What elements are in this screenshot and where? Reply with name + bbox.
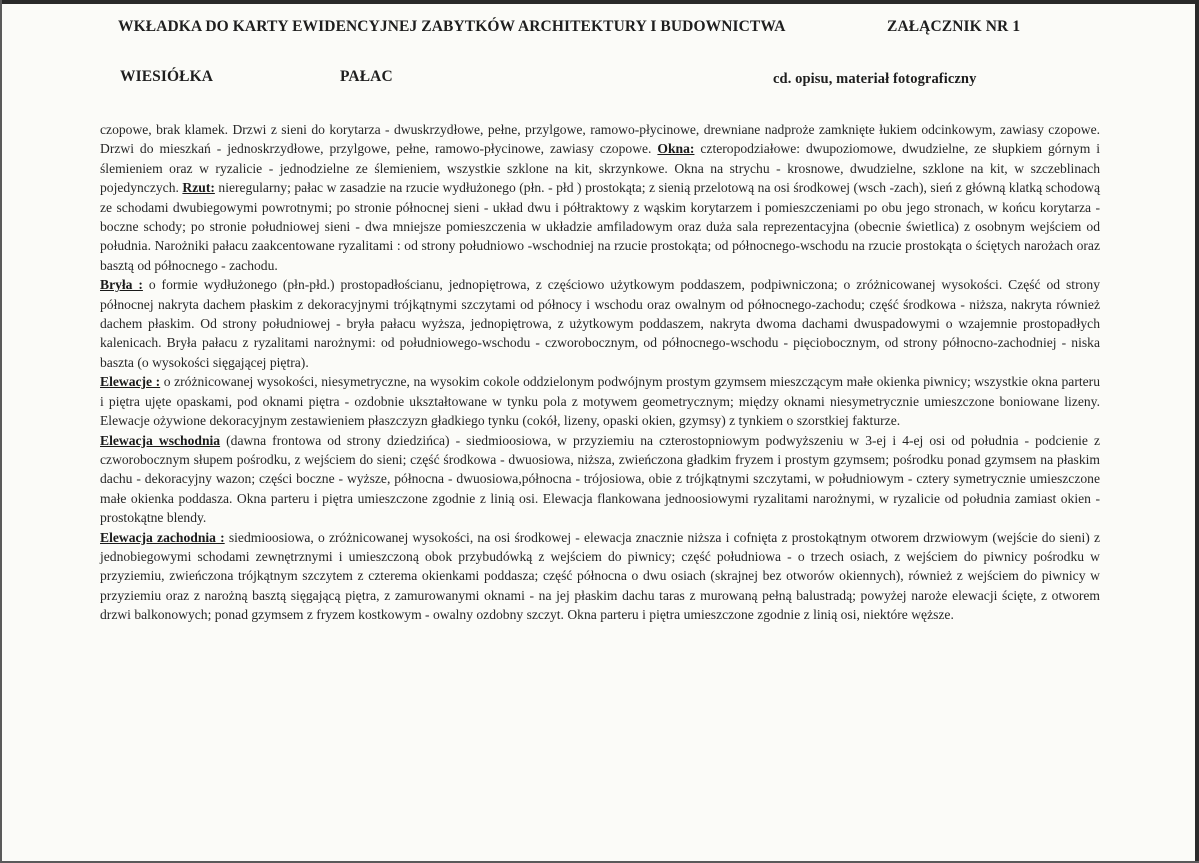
description-paragraph — [100, 372, 1100, 430]
paragraph-text: czteropodziałowe: dwupoziomowe, dwudzielne, ze słupkiem górnym i ślemieniem oraz w ryzalicie - jednodzielne ze ślemieniem, wszystkie szklone na kit, skrzynkowe. Okna na strychu - krosnowe, dwudzielne, szklone na kit, w szczeblinach pojedynczych. — [100, 141, 1100, 196]
description-paragraph — [100, 528, 1100, 625]
description-paragraph — [100, 431, 1100, 528]
section-heading: Bryła : — [100, 277, 143, 293]
scan-border-top — [0, 0, 1199, 4]
document-title: WKŁADKA DO KARTY EWIDENCYJNEJ ZABYTKÓW ARCHITEKTURY I BUDOWNICTWA — [118, 18, 786, 35]
annex-label: ZAŁĄCZNIK NR 1 — [887, 18, 1021, 35]
paragraph-text: czopowe, brak klamek. Drzwi z sieni do korytarza - dwuskrzydłowe, pełne, przylgowe, ramowo-płycinowe, drewniane nadproże zamknięte łukiem odcinkowym, zawiasy czopowe. Drzwi do mieszkań - jednoskrzydłowe, przylgowe, pełne, ramowo-płycinowe, zawiasy czopowe. — [100, 122, 1100, 157]
section-heading: Elewacja wschodnia — [100, 432, 221, 448]
place-name: WIESIÓŁKA — [120, 68, 214, 85]
section-heading: Okna: — [657, 141, 695, 157]
description-paragraph — [100, 120, 1100, 275]
object-name: PAŁAC — [340, 68, 393, 85]
paragraph-text: o formie wydłużonego (płn-płd.) prostopadłościanu, jednopiętrowa, z częściowo użytkowym poddaszem, podpiwniczona; o zróżnicowanej wysokości. Część od strony północnej nakryta dachem płaskim z dekoracyjnymi trójkątnymi szczytami od północy i wschodu oraz owalnym od północnego-zachodu; część środkowa - niższa, nakryta również dachem płaskim. Od strony południowej - bryła pałacu wyższa, jednopiętrowa, z użytkowym poddaszem, nakryta dwoma dachami dwuspadowymi o wzajemnie prostopadłych kalenicach. Bryła pałacu z ryzalitami narożnymi: od południowego-wschodu - czworobocznym, od północnego-wschodu - pięciobocznym, od strony północno-zachodniej - niska baszta (o wysokości sięgającej piętra). — [100, 277, 1100, 370]
scan-border-left — [0, 0, 2, 863]
description-body — [100, 120, 1100, 625]
paragraph-text: nieregularny; pałac w zasadzie na rzucie wydłużonego (płn. - płd ) prostokąta; z sienią przelotową na osi środkowej (wsch -zach), sień z główną klatką schodową ze schodami dwubiegowymi powrotnymi; po stronie północnej sieni - układ dwu i półtraktowy z wąskim korytarzem i pomieszczeniami po obu jego stronach, w końcu korytarza - boczne schody; po stronie południowej sieni - dwa mniejsze pomieszczenia w układzie amfiladowym oraz duża sala reprezentacyjna (obecnie świetlica) z osobnym wejściem od południa. Narożniki pałacu zaakcentowane ryzalitami : od strony południowo -wschodniej na rzucie prostokąta; od północnego-wschodu na rzucie prostokąta o ściętych narożach oraz basztą od północnego - zachodu. — [100, 180, 1100, 273]
paragraph-text: o zróżnicowanej wysokości, niesymetryczne, na wysokim cokole oddzielonym podwójnym prostym gzymsem mieszczącym małe okienka piwnicy; wszystkie okna parteru i piętra ujęte opaskami, pod oknami piętra - ozdobnie ukształtowane w tynku pola z motywem geometrycznym; między oknami niesymetrycznie umieszczone boniowane lizeny. Elewacje ożywione dekoracyjnym zestawieniem płaszczyzn gładkiego tynku (cokół, lizeny, opaski okien, gzymsy) z tynkiem o szorstkiej fakturze. — [100, 374, 1100, 429]
paragraph-text: siedmioosiowa, o zróżnicowanej wysokości, na osi środkowej - elewacja znacznie niższa i cofnięta z prostokątnym otworem drzwiowym (wejście do sieni) z jednobiegowymi schodami zewnętrznymi i umieszczoną obok przybudówką z wejściem do piwnicy; część południowa - o trzech osiach, z wejściem do piwnicy pośrodku w przyziemiu, zwieńczona trójkątnym szczytem z czterema okienkami poddasza; część północna o dwu osiach (skrajnej bez otworów okiennych), również z wejściem do piwnicy w przyziemiu oraz z narożną basztą sięgającą piętra, z zamurowanymi oknami - na jej płaskim dachu taras z murowaną pełną balustradą; powyżej naroże elewacji ścięte, z otworem drzwi balkonowych; ponad gzymsem z fryzem kostkowym - owalny ozdobny szczyt. Okna parteru i piętra umieszczone zgodnie z linią osi, niektóre węższe. — [100, 529, 1100, 623]
continuation-note: cd. opisu, materiał fotograficzny — [773, 71, 977, 87]
description-paragraph — [100, 275, 1100, 372]
paragraph-text: (dawna frontowa od strony dziedzińca) - siedmioosiowa, w przyziemiu na czterostopniowym podwyższeniu w 3-ej i 4-ej osi od południa - podcienie z czworobocznym słupem pośrodku, z wejściem do sieni; część środkowa - dwuosiowa, niższa, zwieńczona gładkim fryzem i prostym gzymsem; pośrodku ponad gzymsem na płaskim dachu - dekoracyjny wazon; części boczne - wyższe, północna - dwuosiowa,północna - trójosiowa, obie z trójkątnymi szczytami, w południowym - cztery symetrycznie umieszczone małe okienka poddasza. Okna parteru i piętra umieszczone zgodnie z linią osi. Elewacja flankowana jednoosiowymi ryzalitami narożnymi, w ryzalicie od południa zamiast okien - prostokątne blendy. — [100, 432, 1100, 526]
section-heading: Elewacje : — [100, 374, 161, 390]
section-heading: Elewacja zachodnia : — [100, 529, 225, 545]
scan-border-right — [1195, 0, 1199, 863]
section-heading: Rzut: — [182, 180, 215, 196]
